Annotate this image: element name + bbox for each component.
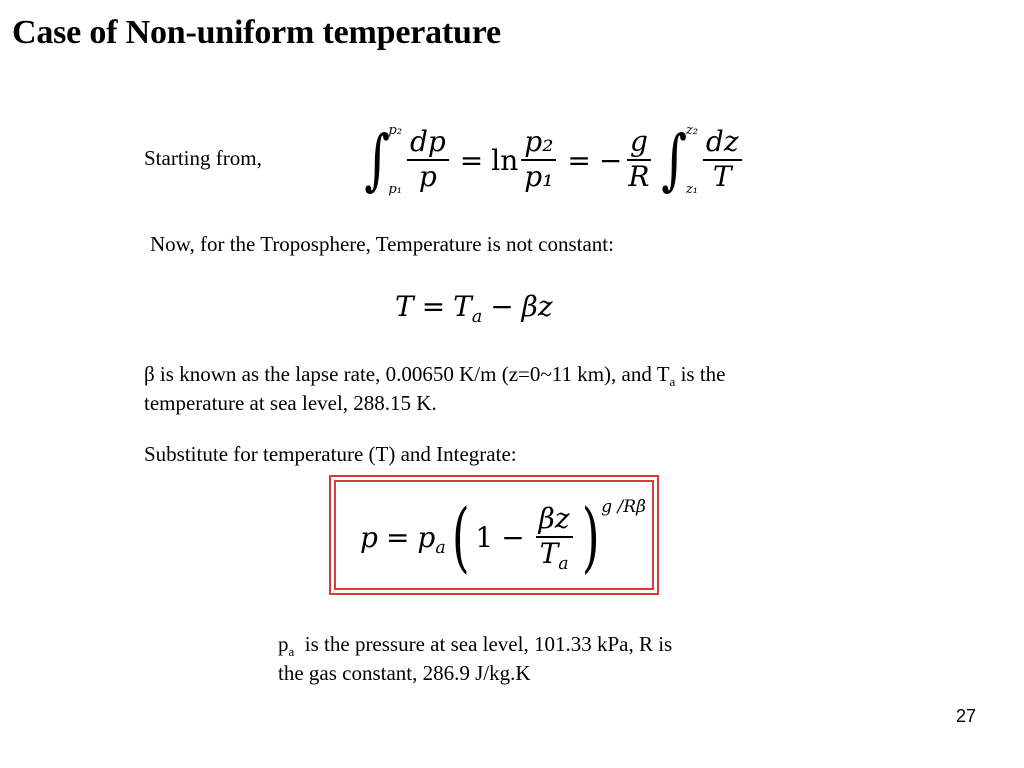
troposphere-text: Now, for the Troposphere, Temperature is not constant: [150, 232, 614, 256]
substitute-text: Substitute for temperature (T) and Integrate: [144, 442, 517, 466]
integral-2: ∫ z₂ z₁ [661, 121, 698, 198]
fraction-betaz-ta: $\frac{\beta z}{T_a}$ [536, 504, 573, 570]
integral-1: ∫ p₂ p₁ [364, 121, 402, 198]
lapse-rate-text: β is known as the lapse rate, 0.00650 K/m (z=0~11 km), and $T_a$ is the temperature at sea level, 288.15 K. [144, 362, 726, 415]
fraction-p2-p1: $\frac{\text{p₂}}{\text{p₁}}$ [521, 127, 556, 193]
page-title: Case of Non-uniform temperature [12, 14, 501, 51]
pa-text: $p_a$ is the pressure at sea level, 101.33 kPa, R is the gas constant, 286.9 J/kg.K [278, 632, 673, 685]
starting-label: Starting from, [144, 146, 262, 170]
fraction-g-r: $\frac{g}{R}$ [628, 125, 650, 193]
exponent: g /Rβ [601, 497, 646, 517]
page-number: 27 [955, 706, 976, 726]
fraction-dp-p: $\frac{dp}{p}$ [407, 127, 449, 193]
equation-pressure: p = $p_a$ ( 1 − $\frac{\beta z}{T_a}$ ) g /Rβ [360, 492, 646, 581]
equation-temperature: T = $T_a$ − βz [395, 289, 553, 327]
equation-integral: ∫ p₂ p₁ $\frac{dp}{p}$ = ln $\frac{\text{p₂}}{\text{p₁}}$ = − $\frac{g}{R}$ ∫ z₂ z₁ $\frac{dz}{T}$ [358, 117, 745, 203]
fraction-dz-t: $\frac{dz}{T}$ [703, 127, 742, 193]
